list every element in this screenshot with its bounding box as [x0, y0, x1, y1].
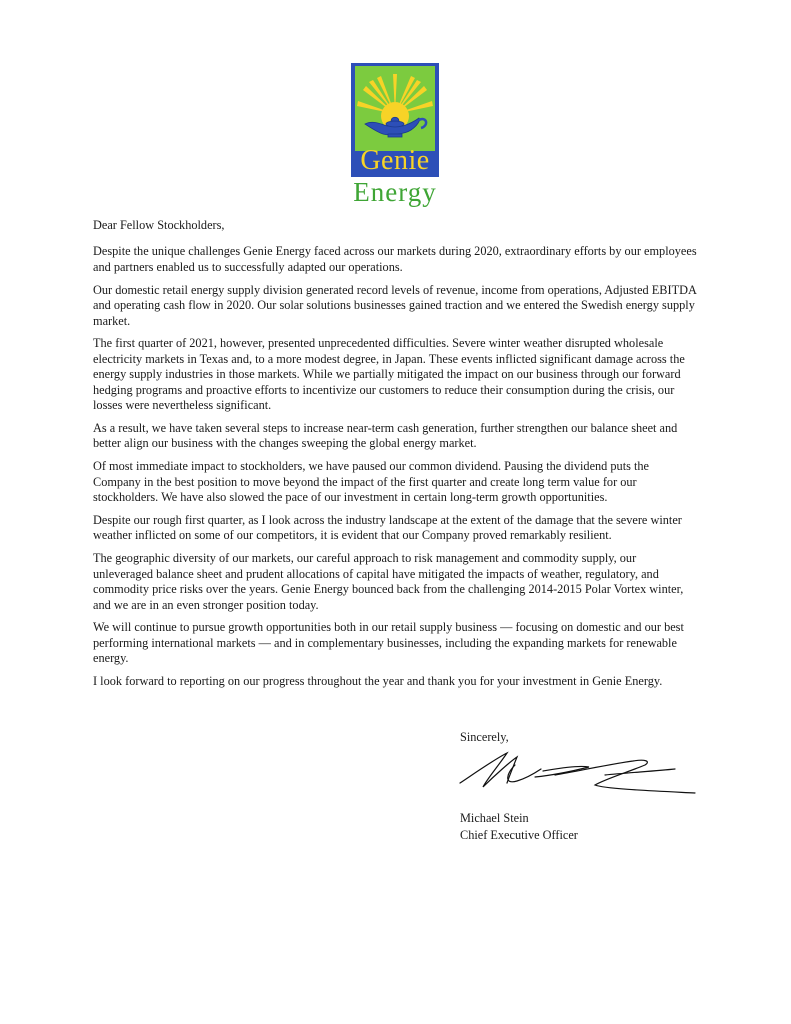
salutation: Dear Fellow Stockholders,	[93, 218, 225, 232]
signer-block	[460, 810, 578, 843]
paragraph: Our domestic retail energy supply division generated record levels of revenue, income from operations, Adjusted EBITDA and operating cash flow in 2020. Our solar solutions businesses gained traction and we entered the Swedish energy supply market.	[93, 282, 697, 328]
paragraph: The first quarter of 2021, however, presented unprecedented difficulties. Severe winter weather disrupted wholesale electricity markets in Texas and, to a more modest degree, in Japan. These events inflicted significant damage across the energy supply industries in those markets. While we partially mitigated the impact on our business through our forward hedging programs and proactive efforts to incentivize our customers to reduce their consumption during the crisis, our losses were nevertheless significant.	[93, 336, 685, 413]
paragraph: As a result, we have taken several steps to increase near-term cash generation, further strengthen our balance sheet and better align our business with the changes sweeping the global energy market.	[93, 420, 678, 451]
letter-body	[93, 218, 698, 697]
signer-title: Chief Executive Officer	[460, 827, 578, 842]
company-logo	[351, 63, 439, 177]
paragraph: Despite our rough first quarter, as I look across the industry landscape at the extent of the damage that the severe winter weather inflicted on some of our competitors, it is evident that our Company proved remarkably resilient.	[93, 513, 682, 543]
logo-energy-text: Energy	[353, 177, 437, 207]
signer-name: Michael Stein	[460, 811, 529, 825]
paragraph: We will continue to pursue growth opportunities both in our retail supply business — focusing on domestic and our best performing international markets — and in complementary businesses, including the expanding markets for renewable energy.	[93, 620, 684, 666]
closing: Sincerely,	[460, 730, 509, 744]
paragraph: Of most immediate impact to stockholders, we have paused our common dividend. Pausing the dividend puts the Company in the best position to move beyond the impact of the first quarter and create long term value for our stockholders. We have also slowed the pace of our investment in certain long-term growth opportunities.	[93, 459, 649, 505]
paragraph: Despite the unique challenges Genie Energy faced across our markets during 2020, extraordinary efforts by our employees and partners enabled us to successfully adapted our operations.	[93, 244, 697, 274]
paragraph: I look forward to reporting on our progress throughout the year and thank you for your investment in Genie Energy.	[93, 674, 663, 689]
logo-genie-text: Genie	[360, 145, 430, 176]
paragraph: The geographic diversity of our markets, our careful approach to risk management and commodity supply, our unleveraged balance sheet and prudent allocations of capital have mitigated the impacts of weather, regulatory, and commodity price risks over the years. Genie Energy bounced back from the challenging 2014-2015 Polar Vortex winter, and we are in an even stronger position today.	[93, 551, 684, 612]
genie-lamp-emblem-icon	[355, 66, 435, 151]
handwritten-signature-icon	[455, 745, 705, 805]
